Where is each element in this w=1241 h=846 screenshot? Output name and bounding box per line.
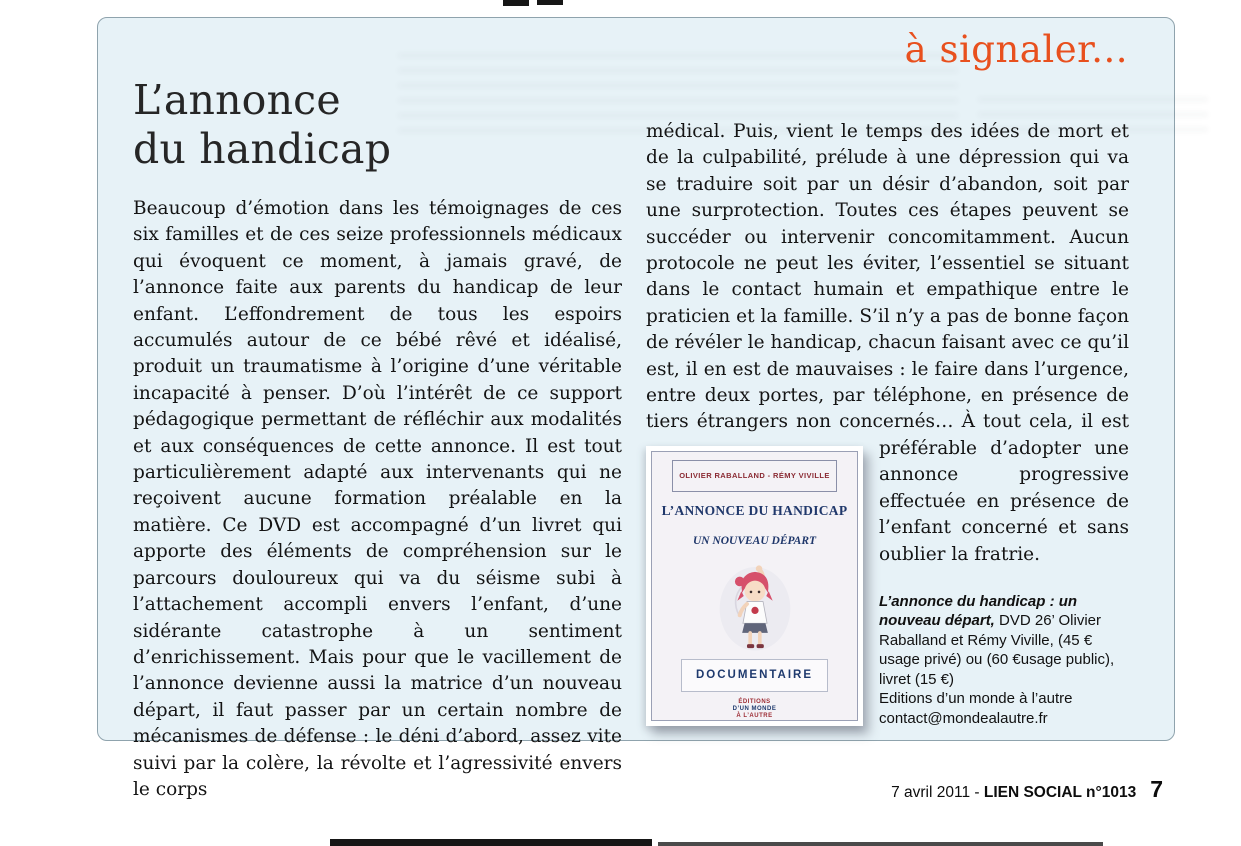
dvd-authors: OLIVIER RABALLAND - RÉMY VIVILLE [672,460,837,492]
dvd-cover-figure [646,446,863,726]
scan-artifact [658,842,1103,846]
dvd-cover [651,451,858,721]
article-text-beside-image: cela, il est préférable d’adopter une annonce progressive effectuée en présence de l’enfant concerné et sans oublier la fratrie. [879,411,1130,565]
caption-title: L’annonce du handicap : un nouveau départ, [879,592,1078,630]
article-text-before-image: médical. Puis, vient le temps des idées de mort et de la culpabilité, prélude à une dépression qui va se traduire soit par un désir d’abandon, soit par une surprotection. Toutes ces étapes peuvent se succéder ou intervenir concomitamment. Aucun protocole ne peut les éviter, l’essentiel se situant dans le contact humain et empathique entre le praticien et la famille. S’il n’y a pas de bonne façon de révéler le handicap, chacun faisant avec ce qu’il est, il en est de mauvaises : le faire dans l’urgence, entre deux portes, par téléphone, en présence de tiers étrangers non concernés… À tout [646,121,1129,433]
dvd-title: L’ANNONCE DU HANDICAP [661,503,848,519]
dvd-publisher-logo [733,699,777,720]
article-title [133,76,391,174]
caption-contact-email: contact@mondealautre.fr [879,709,1048,727]
article-column-right [646,119,1129,732]
page-footer [891,776,1163,803]
article-column-left: Beaucoup d’émotion dans les témoignages de ces six familles et de ces seize professionnels médicaux qui évoquent ce moment, à jamais gravé, de l’annonce faite aux parents du handicap de leur enfant. L’effondrement de tous les espoirs accumulés autour de ce bébé rêvé et idéalisé, produit un traumatisme à l’origine d’une véritable incapacité à penser. D’où l’intérêt de ce support pédagogique permettant de réfléchir aux modalités et aux conséquences de cette annonce. Il est tout particulièrement adapté aux intervenants qui ne reçoivent aucune formation préalable en la matière. Ce DVD est accompagné d’un livret qui apporte des éléments de compréhension sur le parcours douloureux qui va du séisme subi à l’attachement accompli envers l’enfant, d’une sidérante catastrophe à un sentiment d’enrichissement. Mais pour que le vacillement de l’annonce devienne aussi la matrice d’un nouveau départ, il faut passer par un certain nombre de mécanismes de défense : le déni d’abord, assez vite suivi par la colère, la révolte et l’agressivité envers le corps [133,198,622,800]
dvd-cover-illustration [700,559,810,655]
scan-artifact [537,0,563,5]
footer-date: 7 avril 2011 - [891,784,984,801]
caption-publisher: Editions d’un monde à l’autre [879,690,1073,708]
page-number: 7 [1150,776,1163,802]
article-title-line1: L’annonce [133,76,341,124]
dvd-publisher-line: D’UN MONDE [732,705,777,712]
section-label: à signaler... [904,28,1128,71]
dvd-publisher-line: ÉDITIONS [738,698,771,705]
scan-artifact [503,0,529,6]
dvd-genre-label: DOCUMENTAIRE [681,659,828,691]
caption-details: DVD 26’ Olivier Raballand et Rémy Viville, (45 € usage privé) ou (60 €usage public), livret (15 €) [879,612,1115,688]
footer-magazine-name: LIEN SOCIAL n°1013 [983,784,1137,801]
footer-issue-line [891,784,1136,802]
scan-artifact [330,839,652,846]
dvd-publisher-line: À L’AUTRE [736,712,773,719]
article-title-line2: du handicap [133,125,392,173]
dvd-subtitle: UN NOUVEAU DÉPART [692,534,817,547]
dvd-photo [646,446,863,726]
